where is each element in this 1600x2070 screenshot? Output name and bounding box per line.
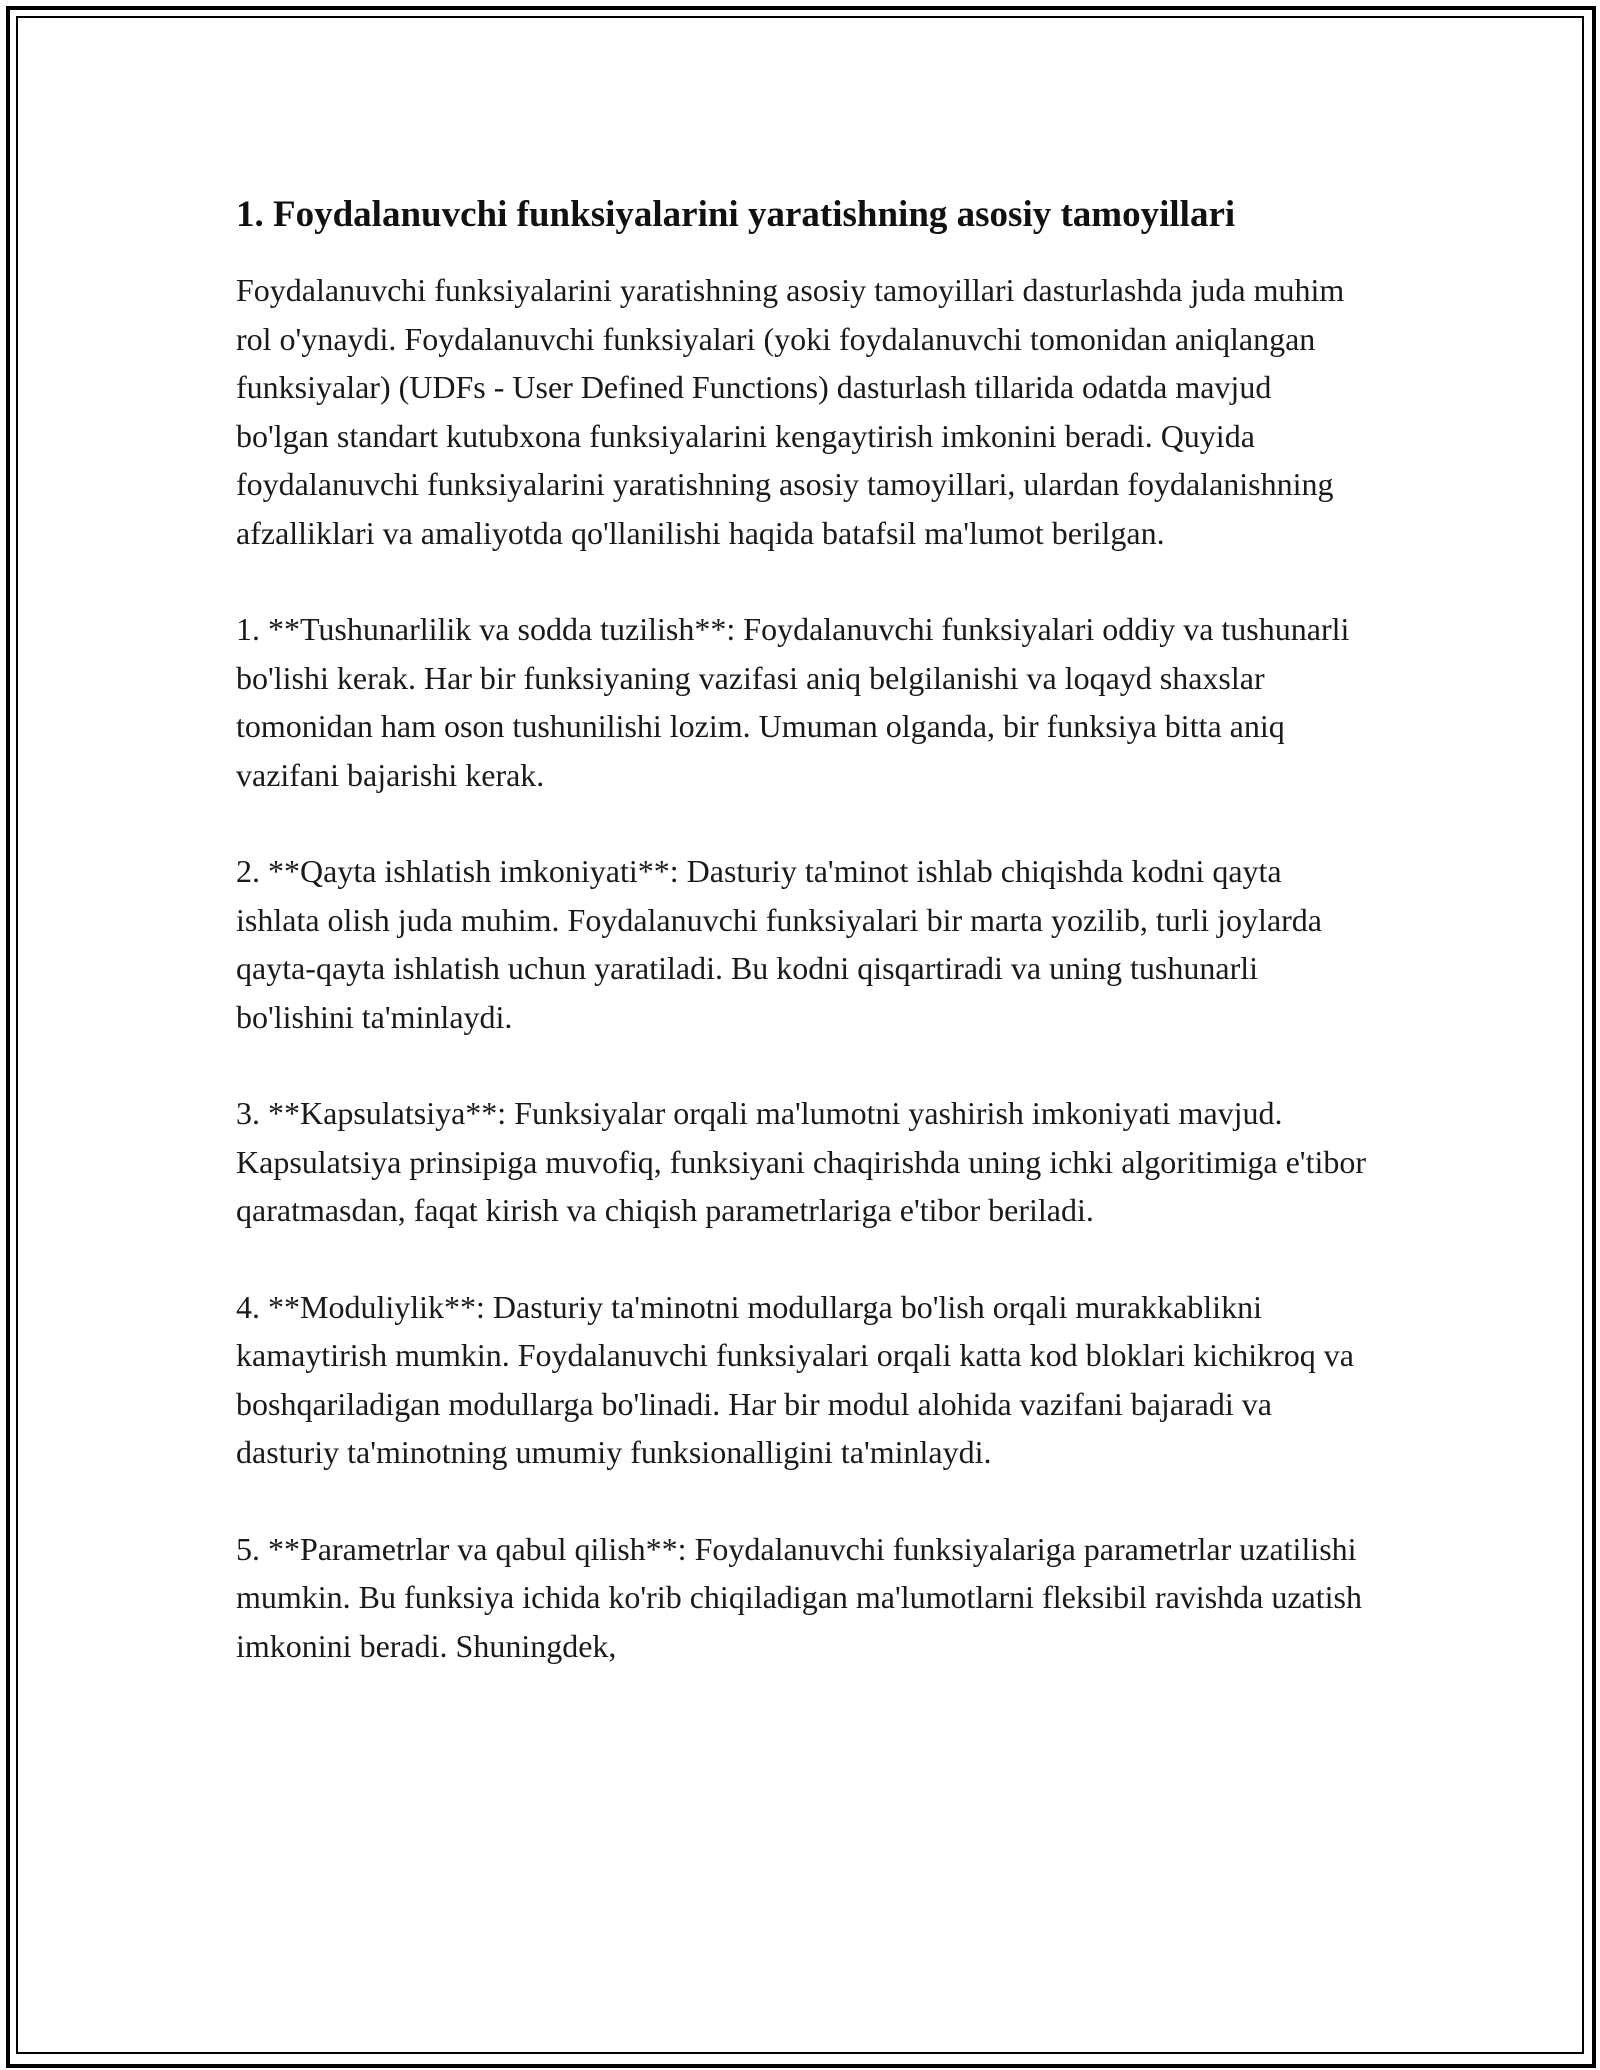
intro-paragraph: Foydalanuvchi funksiyalarini yaratishning asosiy tamoyillari dasturlashda juda muhim rol o'ynaydi. Foydalanuvchi funksiyalari (yoki foydalanuvchi tomonidan aniqlangan funksiyalar) (UDFs - User Defined Functions) dasturlash tillarida odatda mavjud bo'lgan standart kutubxona funksiyalarini kengaytirish imkonini beradi. Quyida foydalanuvchi funksiyalarini yaratishning asosiy tamoyillari, ulardan foydalanishning afzalliklari va amaliyotda qo'llanilishi haqida batafsil ma'lumot berilgan. [236,272,1345,551]
document-body [236,188,1366,1670]
section-heading: 1. Foydalanuvchi funksiyalarini yaratishning asosiy tamoyillari [236,194,1236,235]
point-paragraph-4: 4. **Moduliylik**: Dasturiy ta'minotni modullarga bo'lish orqali murakkablikni kamaytirish mumkin. Foydalanuvchi funksiyalari orqali katta kod bloklari kichikroq va boshqariladigan modullarga bo'linadi. Har bir modul alohida vazifani bajaradi va dasturiy ta'minotning umumiy funksionalligini ta'minlaydi. [236,1288,1354,1470]
point-paragraph-2: 2. **Qayta ishlatish imkoniyati**: Dasturiy ta'minot ishlab chiqishda kodni qayta ishlata olish juda muhim. Foydalanuvchi funksiyalari bir marta yozilib, turli joylarda qayta-qayta ishlatish uchun yaratiladi. Bu kodni qisqartiradi va uning tushunarli bo'lishini ta'minlaydi. [236,853,1322,1035]
point-paragraph-5: 5. **Parametrlar va qabul qilish**: Foydalanuvchi funksiyalariga parametrlar uzatilishi mumkin. Bu funksiya ichida ko'rib chiqiladigan ma'lumotlarni fleksibil ravishda uzatish imkonini beradi. Shuningdek, [236,1530,1362,1664]
point-paragraph-3: 3. **Kapsulatsiya**: Funksiyalar orqali ma'lumotni yashirish imkoniyati mavjud. Kapsulatsiya prinsipiga muvofiq, funksiyani chaqirishda uning ichki algoritimiga e'tibor qaratmasdan, faqat kirish va chiqish parametrlariga e'tibor beriladi. [236,1095,1366,1228]
point-paragraph-1: 1. **Tushunarlilik va sodda tuzilish**: Foydalanuvchi funksiyalari oddiy va tushunarli bo'lishi kerak. Har bir funksiyaning vazifasi aniq belgilanishi va loqayd shaxslar tomonidan ham oson tushunilishi lozim. Umuman olganda, bir funksiya bitta aniq vazifani bajarishi kerak. [236,611,1350,793]
